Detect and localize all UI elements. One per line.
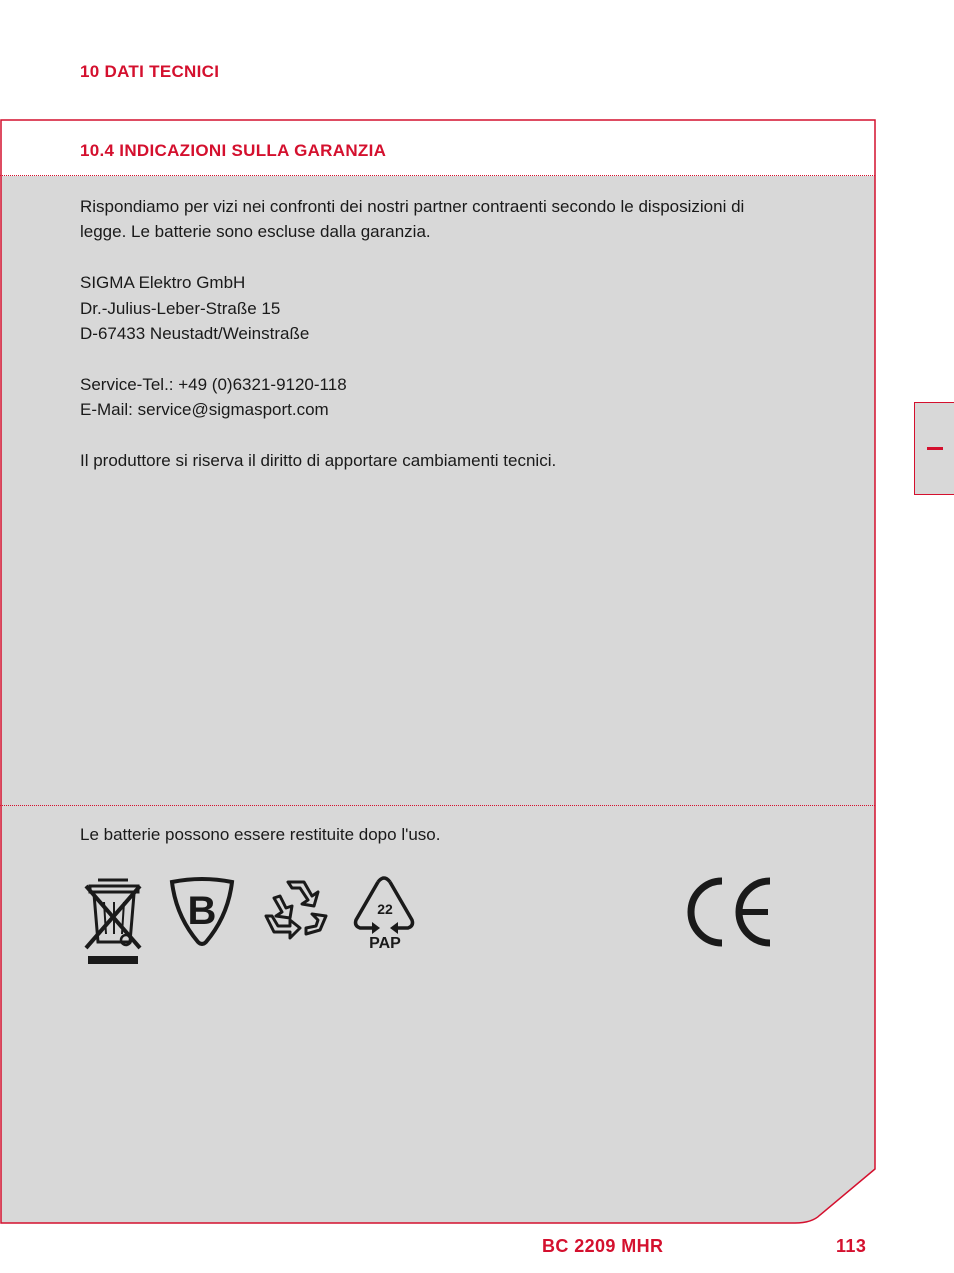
company-name: SIGMA Elektro GmbH	[80, 273, 246, 293]
battery-note: Le batterie possono essere restituite dopo l'uso.	[80, 825, 441, 844]
company-street: Dr.-Julius-Leber-Straße 15	[80, 298, 281, 318]
section-title: 10.4 INDICAZIONI SULLA GARANZIA	[80, 141, 387, 160]
recycle-icon	[260, 876, 334, 946]
language-side-tab	[914, 402, 954, 495]
paper-recycling-icon	[350, 874, 420, 952]
service-email: E-Mail: service@sigmasport.com	[80, 400, 329, 420]
battery-b-letter: B	[187, 889, 217, 933]
section-divider	[0, 175, 875, 176]
crossed-bin-icon	[82, 872, 144, 968]
paper-code: 22	[377, 901, 393, 917]
battery-divider	[0, 805, 875, 806]
page-number: 113	[836, 1236, 867, 1256]
company-city: D-67433 Neustadt/Weinstraße	[80, 324, 310, 344]
side-tab-dash	[927, 447, 943, 450]
technical-changes-note: Il produttore si riserva il diritto di apportare cambiamenti tecnici.	[80, 451, 557, 471]
footer-model: BC 2209 MHR	[542, 1236, 664, 1256]
battery-b-icon	[166, 876, 238, 948]
paper-label: PAP	[369, 935, 401, 952]
warranty-line-2: legge. Le batterie sono escluse dalla garanzia.	[80, 222, 431, 242]
chapter-title: 10 DATI TECNICI	[80, 62, 220, 81]
warranty-text	[80, 194, 830, 473]
warranty-line-1: Rispondiamo per vizi nei confronti dei nostri partner contraenti secondo le disposizioni di	[80, 197, 745, 216]
ce-mark-icon	[682, 874, 776, 950]
service-phone: Service-Tel.: +49 (0)6321-9120-118	[80, 374, 347, 394]
